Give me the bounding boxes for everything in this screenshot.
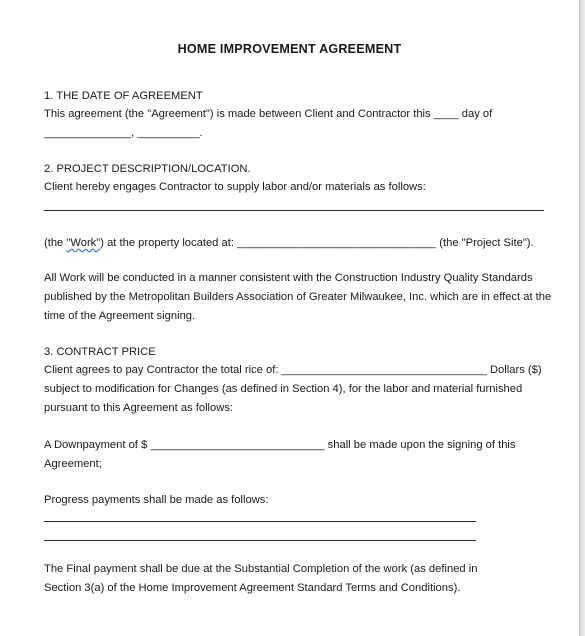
downpayment-line-1: A Downpayment of $ ____________________________ shall be made upon the signing of this xyxy=(44,439,516,451)
final-payment-line-1: The Final payment shall be due at the Substantial Completion of the work (as defined in xyxy=(44,563,478,575)
section-1-heading: 1. THE DATE OF AGREEMENT xyxy=(44,90,203,102)
downpayment-line-2: Agreement; xyxy=(44,458,102,470)
section-2-work-line xyxy=(44,236,534,250)
section-2-text-line-1: Client hereby engages Contractor to supply labor and/or materials as follows: xyxy=(44,181,426,193)
progress-payments-line: Progress payments shall be made as follows: xyxy=(44,494,269,506)
section-2-heading: 2. PROJECT DESCRIPTION/LOCATION. xyxy=(44,163,251,175)
section-3-heading: 3. CONTRACT PRICE xyxy=(44,346,156,358)
page-edge-shadow xyxy=(580,0,585,636)
section-2-paragraph-line-3: time of the Agreement signing. xyxy=(44,310,196,322)
section-3-text-line-2: subject to modification for Changes (as defined in Section 4), for the labor and material furnished xyxy=(44,383,523,395)
blank-line xyxy=(44,210,544,211)
blank-line xyxy=(44,540,476,541)
work-open-text: (the xyxy=(44,237,64,249)
work-rest-text: ) at the property located at: ________________________________ (the "Project Site"). xyxy=(100,237,534,249)
section-1-text-line-2: ______________, __________. xyxy=(44,127,203,139)
section-1-text-line-1: This agreement (the "Agreement") is made between Client and Contractor this ____ day of xyxy=(44,108,493,120)
blank-line xyxy=(44,521,476,522)
final-payment-line-2: Section 3(a) of the Home Improvement Agreement Standard Terms and Conditions). xyxy=(44,582,461,594)
section-3-text-line-1: Client agrees to pay Contractor the total rice of: _________________________________ Dollars ($) xyxy=(44,364,542,376)
section-2-paragraph-line-2: published by the Metropolitan Builders Association of Greater Milwaukee, Inc. which are in effect at the xyxy=(44,291,552,303)
section-3-text-line-3: pursuant to this Agreement as follows: xyxy=(44,402,234,414)
section-2-paragraph-line-1: All Work will be conducted in a manner consistent with the Construction Industry Quality Standards xyxy=(44,272,533,284)
work-term: "Work" xyxy=(66,237,101,249)
document-title: HOME IMPROVEMENT AGREEMENT xyxy=(177,42,402,56)
